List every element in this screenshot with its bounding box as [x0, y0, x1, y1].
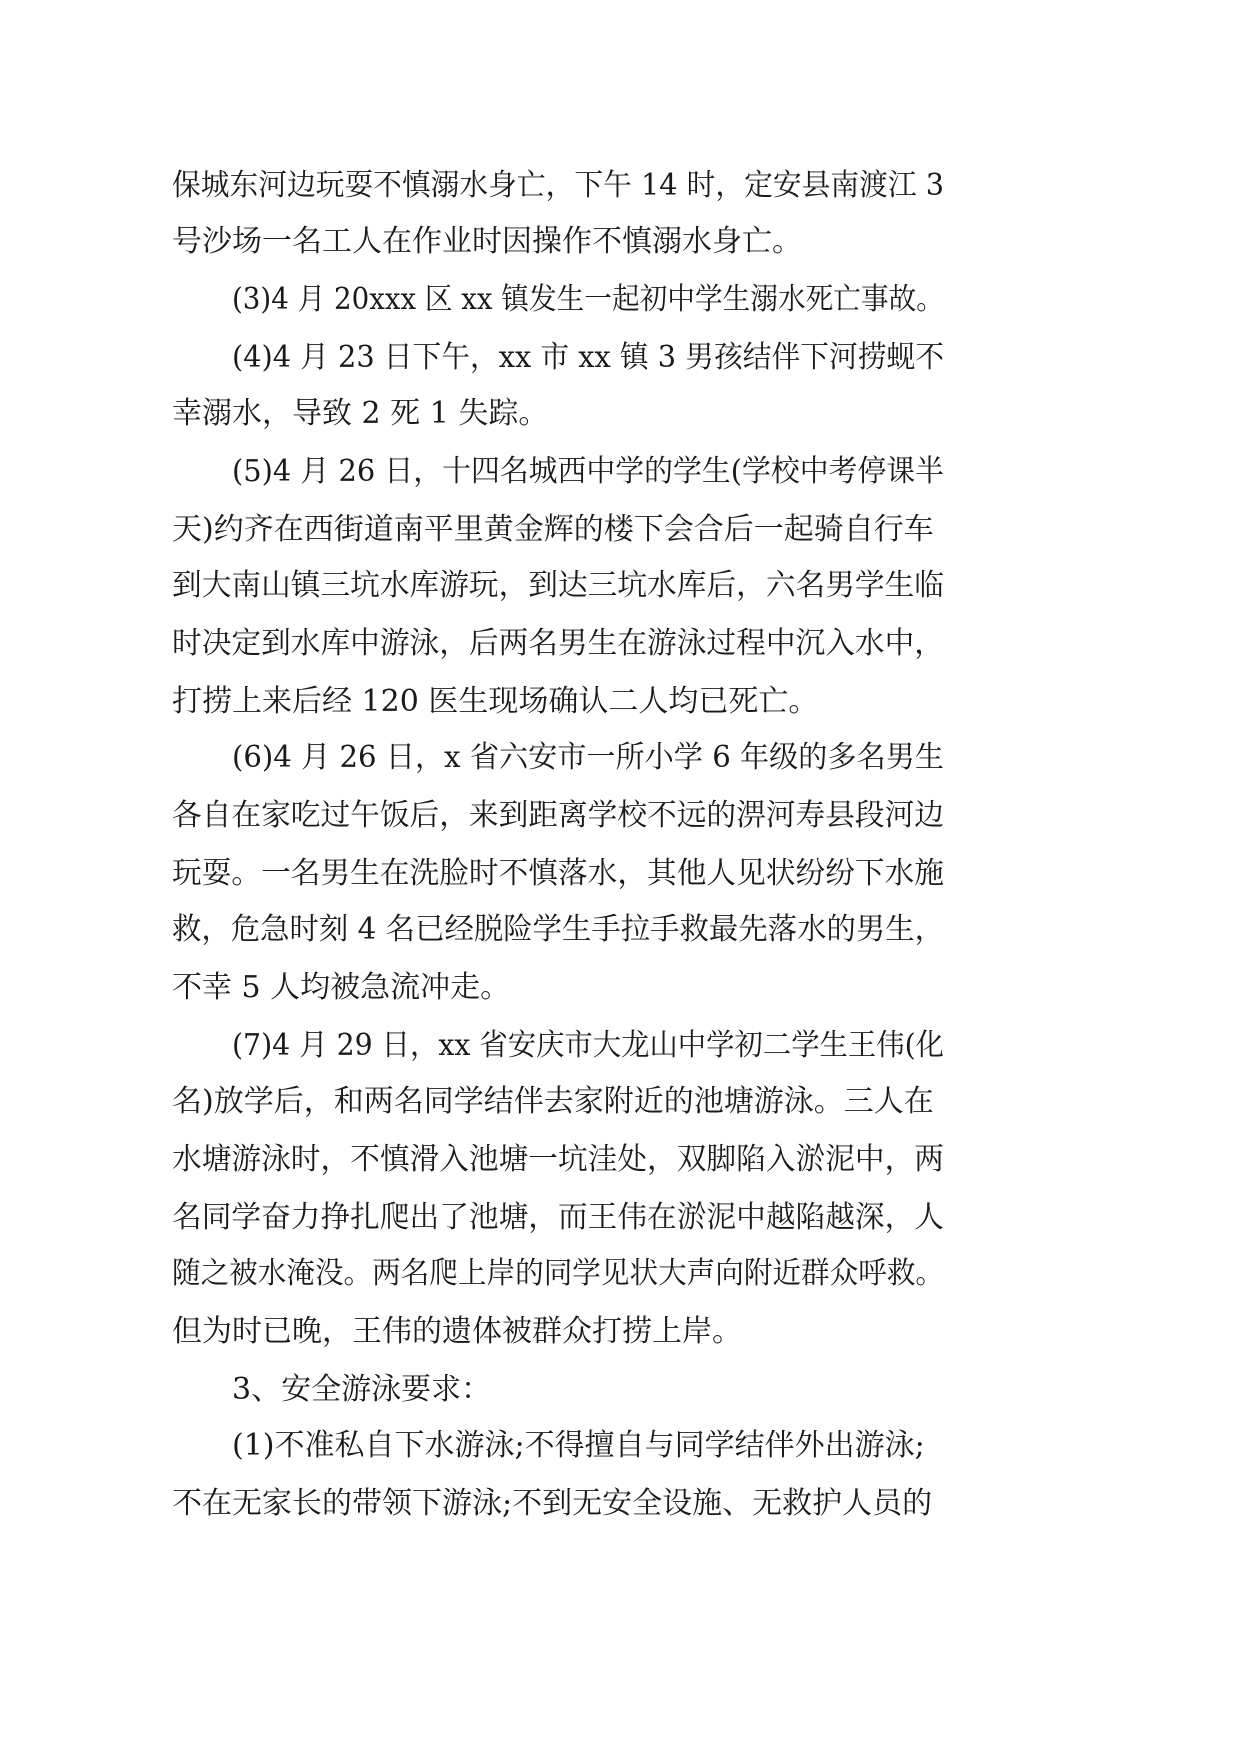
text-line-content: (7)4 月 29 日，xx 省安庆市大龙山中学初二学生王伟(化: [232, 1028, 945, 1063]
text-line: [0, 1132, 1241, 1188]
text-line-content: (4)4 月 23 日下午，xx 市 xx 镇 3 男孩结伴下河捞蚬不: [232, 340, 944, 375]
text-line-content: 保城东河边玩耍不慎溺水身亡，下午 14 时，定安县南渡江 3: [172, 168, 945, 203]
text-line: [0, 1418, 1241, 1474]
text-line: [0, 214, 1241, 270]
text-line: [0, 330, 1241, 386]
text-line-content: (5)4 月 26 日，十四名城西中学的学生(学校中考停课半: [232, 454, 945, 489]
text-line-content: 名)放学后，和两名同学结伴去家附近的池塘游泳。三人在: [172, 1084, 934, 1119]
text-line-content: 但为时已晚，王伟的遗体被群众打捞上岸。: [172, 1314, 742, 1349]
text-line-content: 救，危急时刻 4 名已经脱险学生手拉手救最先落水的男生，: [172, 912, 945, 947]
text-line: [0, 788, 1241, 844]
text-line: [0, 386, 1241, 442]
text-line-content: 不在无家长的带领下游泳;不到无安全设施、无救护人员的: [172, 1486, 933, 1521]
text-line: [0, 1246, 1241, 1302]
text-line: [0, 846, 1241, 902]
text-line-content: 打捞上来后经 120 医生现场确认二人均已死亡。: [172, 684, 819, 719]
text-line: [0, 272, 1241, 328]
text-line-content: 玩耍。一名男生在洗脸时不慎落水，其他人见状纷纷下水施: [172, 856, 944, 891]
text-line-content: 各自在家吃过午饭后，来到距离学校不远的淠河寿县段河边: [172, 798, 944, 833]
text-line-content: 天)约齐在西街道南平里黄金辉的楼下会合后一起骑自行车: [172, 512, 934, 547]
text-line-content: 幸溺水，导致 2 死 1 失踪。: [172, 396, 549, 431]
text-line-content: 随之被水淹没。两名爬上岸的同学见状大声向附近群众呼救。: [172, 1256, 945, 1291]
text-line: [0, 502, 1241, 558]
text-line-content: (6)4 月 26 日，x 省六安市一所小学 6 年级的多名男生: [232, 740, 945, 775]
text-line: [0, 960, 1241, 1016]
text-line: [0, 444, 1241, 500]
text-line-content: 不幸 5 人均被急流冲走。: [172, 970, 511, 1005]
text-line-content: (3)4 月 20xxx 区 xx 镇发生一起初中学生溺水死亡事故。: [232, 282, 944, 317]
text-line-content: 水塘游泳时，不慎滑入池塘一坑洼处，双脚陷入淤泥中，两: [172, 1142, 944, 1177]
text-line: [0, 558, 1241, 614]
text-line: [0, 616, 1241, 672]
text-line: [0, 674, 1241, 730]
text-line: [0, 158, 1241, 214]
text-line: [0, 1190, 1241, 1246]
text-line: [0, 1018, 1241, 1074]
text-line: [0, 1362, 1241, 1418]
text-line: [0, 1304, 1241, 1360]
text-line-content: 名同学奋力挣扎爬出了池塘，而王伟在淤泥中越陷越深，人: [172, 1200, 944, 1235]
text-line: [0, 902, 1241, 958]
text-line-content: 时决定到水库中游泳，后两名男生在游泳过程中沉入水中，: [172, 626, 944, 661]
text-line: [0, 1074, 1241, 1130]
text-line-content: 到大南山镇三坑水库游玩，到达三坑水库后，六名男学生临: [172, 568, 944, 603]
text-line-content: 号沙场一名工人在作业时因操作不慎溺水身亡。: [172, 224, 802, 259]
text-line-content: (1)不准私自下水游泳;不得擅自与同学结伴外出游泳;: [232, 1428, 925, 1463]
text-line: [0, 730, 1241, 786]
text-line-content: 3、安全游泳要求：: [232, 1372, 492, 1407]
text-line: [0, 1476, 1241, 1532]
